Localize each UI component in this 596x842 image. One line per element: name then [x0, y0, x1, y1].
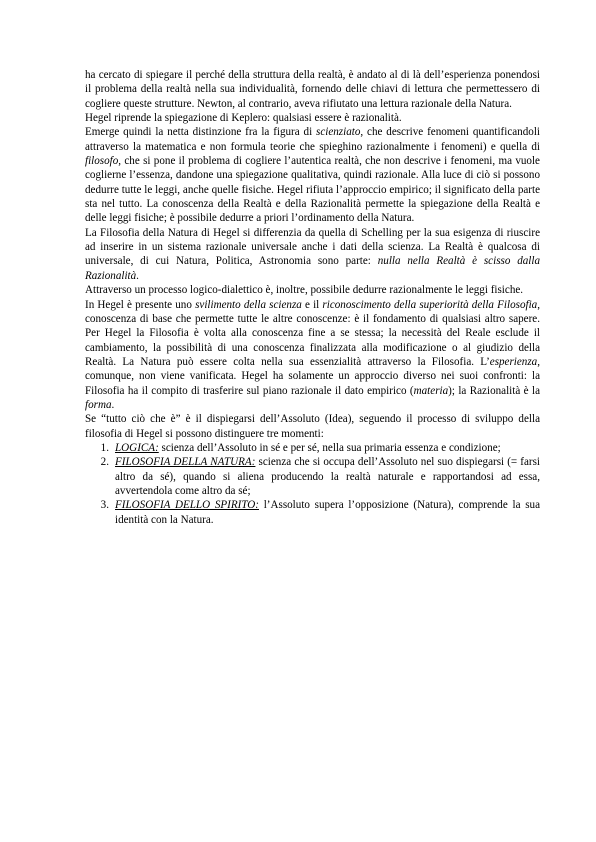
list-number: 1.: [100, 441, 109, 454]
paragraph-text: , che si pone il problema di cogliere l’autentica realtà, che non descrive i fenomeni, ma vuole coglierne l’essenza, dandone una spiegazione qualitativa, quindi razionale. Alla luce di ciò si possono dedurre tutte le leggi, anche quelle fisiche. Hegel rifiuta l’approccio empirico; il significato della parte sta nel tutto. La conoscenza della Realtà e della Razionalità permette la spiegazione della Realtà e delle leggi fisiche; è possibile dedurre a priori l’ordinamento della Natura.: [85, 155, 540, 225]
list-number: 3.: [100, 499, 109, 512]
emphasis-scienziato: scienziato: [316, 126, 361, 139]
moment-title-natura: FILOSOFIA DELLA NATURA:: [115, 456, 256, 469]
paragraph-text: Se “tutto ciò che è” è il dispiegarsi dell’Assoluto (Idea), seguendo il processo di sviluppo della filosofia di Hegel si possono distinguere tre momenti:: [85, 413, 540, 440]
emphasis-riconoscimento: riconoscimento della superiorità della Filosofia: [322, 298, 538, 311]
moment-title-logica: LOGICA:: [115, 441, 159, 454]
emphasis-esperienza: esperienza: [489, 355, 538, 368]
list-item: [91, 498, 540, 527]
emphasis-forma: forma: [85, 398, 112, 411]
list-item: [91, 441, 540, 455]
paragraph-text: Attraverso un processo logico-dialettico è, inoltre, possibile dedurre razionalmente le leggi fisiche.: [85, 284, 524, 297]
paragraph-text: Hegel riprende la spiegazione di Keplero: qualsiasi essere è razionalità.: [85, 112, 402, 125]
paragraph-text: .: [136, 269, 139, 282]
list-item-text: [111, 498, 540, 527]
paragraph-text: , comunque, non viene vanificata. Hegel ha solamente un approccio diverso nei suoi confronti: la Filosofia ha il compito di trasferire sul piano razionale il dato empirico (: [85, 355, 540, 397]
paragraph-text: ); la Razionalità è la: [448, 384, 540, 397]
paragraph-tre-momenti: [85, 412, 540, 441]
paragraph-kepler-newton: [85, 68, 540, 111]
paragraph-text: .: [111, 398, 115, 411]
moment-title-spirito: FILOSOFIA DELLO SPIRITO:: [115, 499, 259, 512]
emphasis-materia: materia: [413, 384, 449, 397]
paragraph-text: In Hegel è presente uno: [85, 298, 196, 311]
paragraph-scientist-philosopher: [85, 125, 540, 225]
moment-description: scienza che si occupa dell’Assoluto nel suo dispiegarsi (= farsi altro da sé), quando si aliena producendo la realtà naturale e rapportandosi ad essa, avvertendola come altro da sé;: [115, 456, 541, 497]
list-item: [91, 455, 540, 498]
paragraph-svilimento-scienza: [85, 298, 540, 413]
paragraph-text: Emerge quindi la netta distinzione fra la figura di: [85, 126, 317, 139]
list-number: 2.: [100, 456, 109, 469]
emphasis-svilimento: svilimento della scienza: [195, 298, 302, 311]
list-item-text: [111, 441, 540, 455]
paragraph-text: La Filosofia della Natura di Hegel si differenzia da quella di Schelling per la sua esigenza di riuscire ad inserire in un sistema razionale universale anche i dati della scienza. La Realtà è qualcosa di universale, di cui Natura, Politica, Astronomia sono parte:: [85, 226, 540, 268]
moment-description: scienza dell’Assoluto in sé e per sé, nella sua primaria essenza e condizione;: [158, 441, 501, 454]
document-page: [85, 68, 540, 527]
paragraph-hegel-kepler: [85, 111, 540, 125]
paragraph-text: ha cercato di spiegare il perché della struttura della realtà, è andato al di là dell’esperienza ponendosi il problema della realtà nella sua individualità, fornendo delle chiavi di lettura che permettessero di cogliere queste strutture. Newton, al contrario, aveva rifiutato una lettura razionale della Natura.: [85, 69, 540, 110]
paragraph-text: , che descrive fenomeni quantificandoli attraverso la matematica e non formula teorie che spieghino razionalmente i fenomeni) e quella di: [85, 126, 540, 153]
list-item-text: [111, 455, 540, 498]
paragraph-logico-dialettico: [85, 283, 540, 297]
emphasis-razionalita: nulla nella Realtà è scisso dalla Razionalità: [85, 255, 540, 282]
emphasis-filosofo: filosofo: [85, 155, 119, 168]
moments-list: [91, 441, 540, 527]
moment-description: l’Assoluto supera l’opposizione (Natura), comprende la sua identità con la Natura.: [115, 499, 541, 526]
paragraph-text: e il: [301, 298, 323, 311]
paragraph-text: , conoscenza di base che permette tutte le altre conoscenze: è il fondamento di qualsiasi altro sapere. Per Hegel la Filosofia è volta alla conoscenza fine a se stessa; la necessità del Reale esclude il cambiamento, la possibilità di una conoscenza finalizzata alla modificazione o al giudizio della Realtà. La Natura può essere colta nella sua essenzialità attraverso la Filosofia. L’: [85, 298, 540, 368]
paragraph-schelling: [85, 226, 540, 283]
